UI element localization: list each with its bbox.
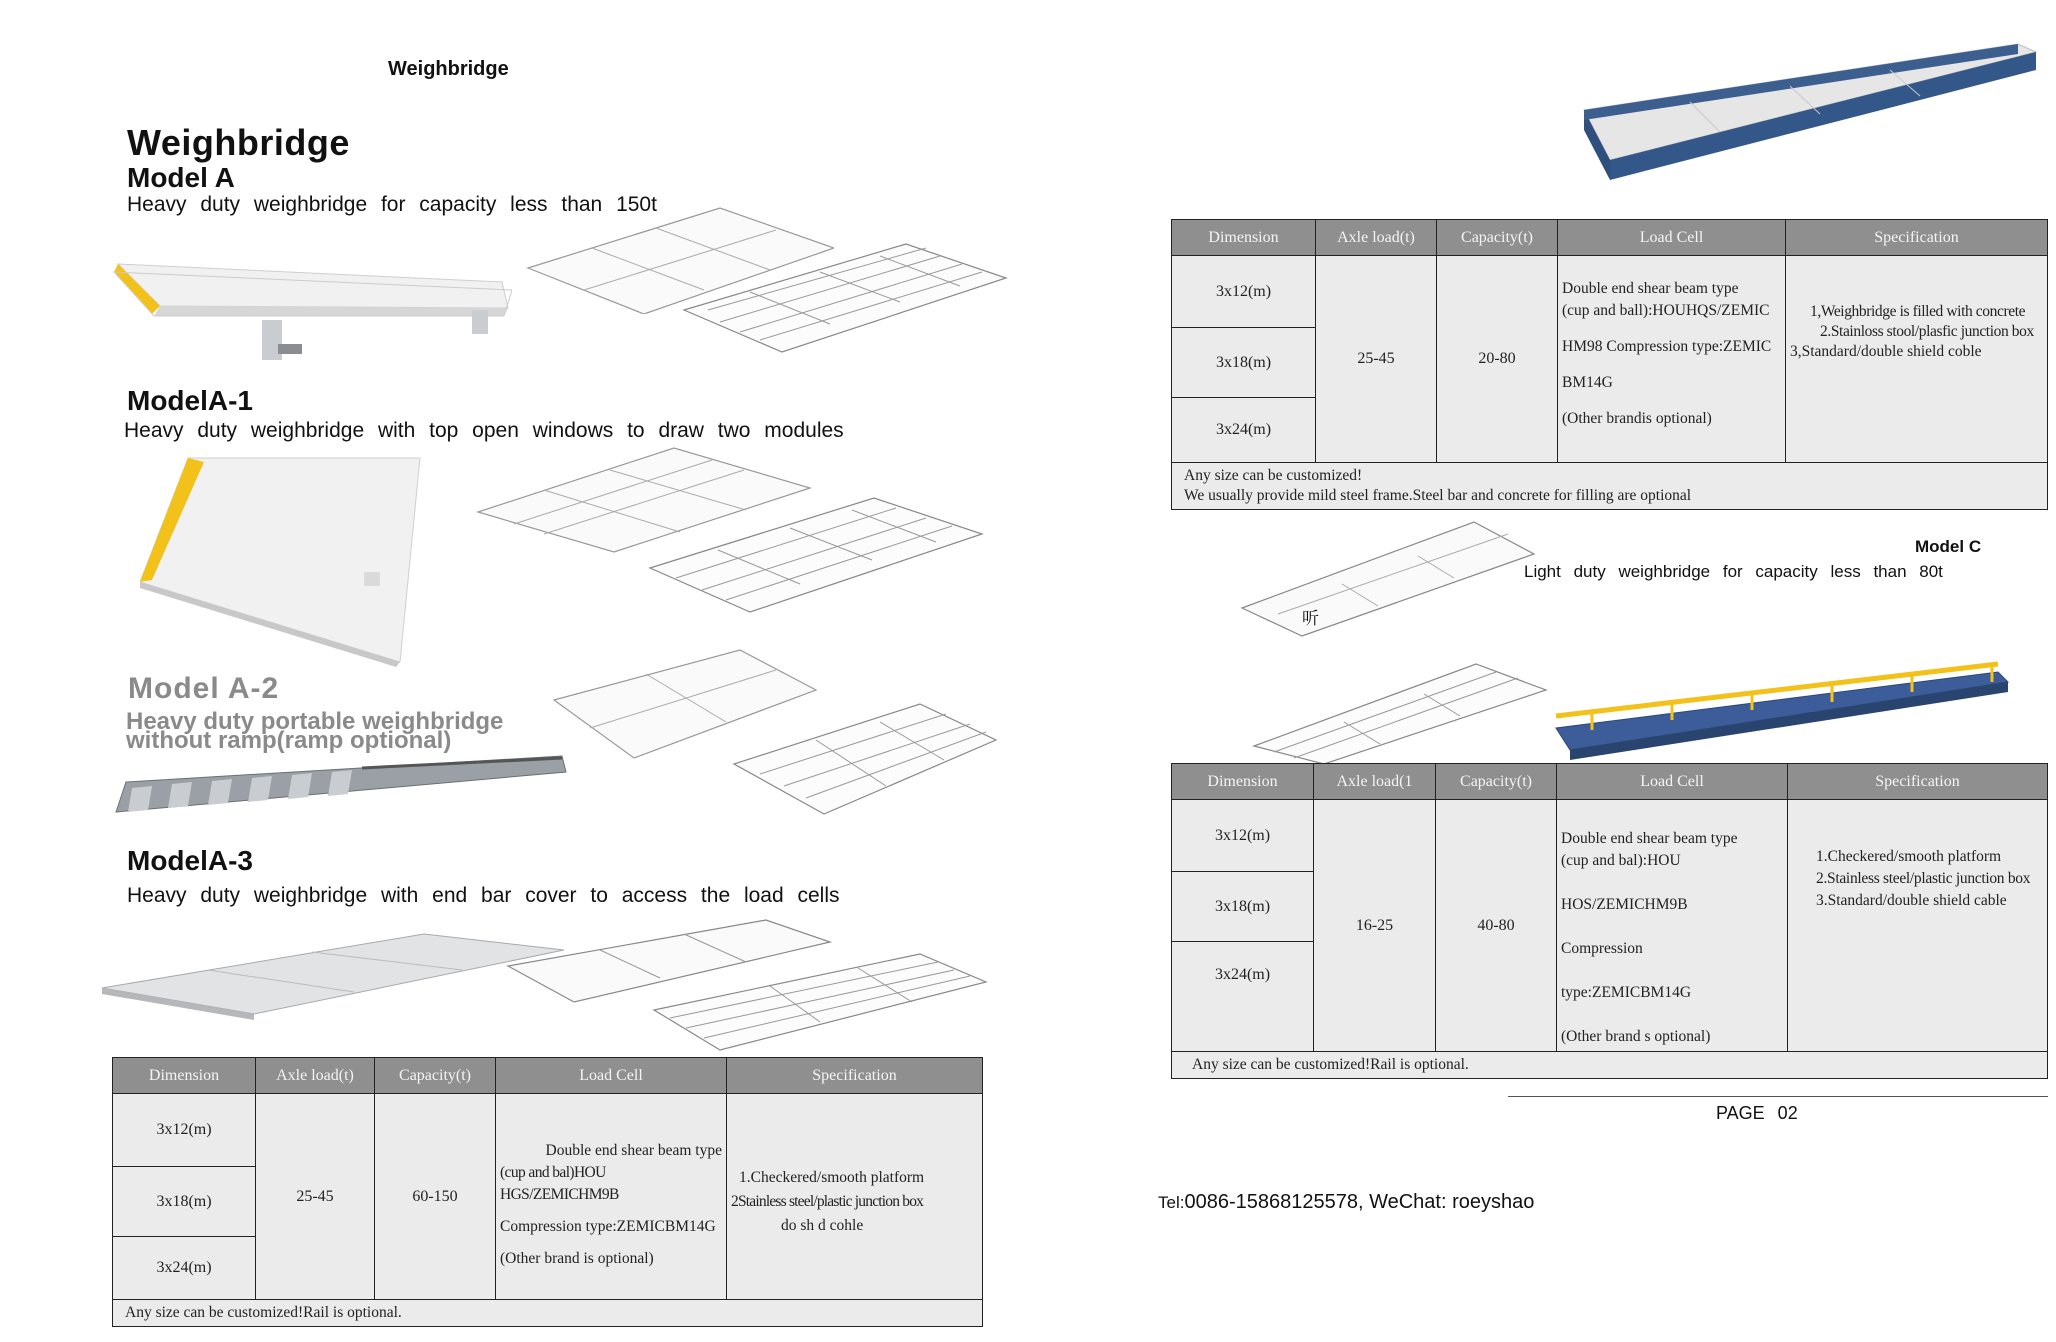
model-c-subtitle: Light duty weighbridge for capacity less than 80t [1524,562,1943,581]
spec-line: 2Stainless steel/plastic junction box [731,1192,924,1210]
load-cell-description [1558,256,1786,463]
model-c-frame-drawing [1250,660,1550,765]
spec-line: 3,Standard/double shield coble [1790,343,1982,360]
load-cell-line: HM98 Compression type:ZEMIC [1562,338,1772,355]
col-header: Load Cell [496,1058,727,1094]
model-b-photo [1570,30,2040,195]
dimension-cell: 3x12(m) [1172,800,1314,872]
dimension-cell: 3x24(m) [1172,942,1314,1052]
model-a1-title: ModelA-1 [127,385,253,416]
spec-line: 1.Checkered/smooth platform [739,1168,925,1186]
load-cell-line: type:ZEMICBM14G [1561,983,1692,1001]
load-cell-line: (Other brand s optional) [1561,1027,1711,1045]
spec-table-a3 [112,1057,983,1327]
footer-line: We usually provide mild steel frame.Steel bar and concrete for filling are optional [1184,487,1692,504]
load-cell-line: (cup and ball):HOUHQS/ZEMIC [1562,302,1770,319]
spec-line: do sh d cohle [781,1216,864,1234]
dimension-cell: 3x12(m) [1172,256,1316,328]
col-header: Axle load(t) [256,1058,375,1094]
table-footer: Any size can be customized!Rail is optional. [113,1300,983,1327]
spec-line: 2.Stainless steel/plastic junction box [1816,870,2031,887]
specification-description [727,1094,983,1300]
load-cell-line: Double end shear beam type [545,1141,722,1159]
load-cell-description [1557,800,1788,1052]
dimension-cell: 3x12(m) [113,1094,256,1167]
capacity-cell: 40-80 [1436,800,1557,1052]
model-a-title: Model A [127,162,235,193]
page-title: Weighbridge [127,122,350,163]
dimension-cell: 3x18(m) [1172,872,1314,942]
model-a2-subtitle-2: without ramp(ramp optional) [126,727,452,754]
page-number: PAGE 02 [1716,1103,1798,1123]
model-a2-subtitle-1: Heavy duty portable weighbridge [126,708,504,735]
load-cell-line: Double end shear beam type [1561,829,1738,847]
col-header: Specification [1786,220,2048,256]
dimension-cell: 3x24(m) [1172,398,1316,463]
footer-line: Any size can be customized! [1184,467,1363,484]
capacity-cell: 20-80 [1437,256,1558,463]
spec-line: 2.Stainloss stool/plasfic junction box [1820,323,2034,340]
col-header: Dimension [1172,220,1316,256]
capacity-cell: 60-150 [375,1094,496,1300]
load-cell-line: (Other brand is optional) [500,1249,654,1267]
load-cell-line: (cup and bal)HOU HGS/ZEMICHM9B [500,1163,619,1203]
col-header: Capacity(t) [1437,220,1558,256]
contact-text: 0086-15868125578, WeChat: roeyshao [1184,1191,1535,1213]
contact-label: Tel: [1158,1193,1185,1212]
dimension-cell: 3x18(m) [113,1167,256,1237]
col-header: Specification [1788,764,2048,800]
col-header: Load Cell [1557,764,1788,800]
table-footer: Any size can be customized!Rail is optional. [1172,1052,2048,1079]
specification-description [1786,256,2048,463]
model-a3-subtitle: Heavy duty weighbridge with end bar cover to access the load cells [127,884,840,907]
model-a-subtitle: Heavy duty weighbridge for capacity less than 150t [127,193,657,216]
axle-load-cell: 25-45 [1316,256,1437,463]
model-c-title: Model C [1915,537,1982,556]
page-divider-rule [1508,1096,2048,1097]
spec-table-b [1171,219,2048,510]
spec-line: 3.Standard/double shield cable [1816,892,2007,909]
model-c-glyph: 听 [1302,609,1319,628]
load-cell-line: (cup and bal):HOU [1561,851,1681,869]
dimension-cell: 3x18(m) [1172,328,1316,398]
load-cell-line: Double end shear beam type [1562,280,1739,297]
spec-line: 1,Weighbridge is filled with concrete [1810,303,2026,320]
spec-table-c [1171,763,2048,1079]
model-a2-frame-drawing [730,700,1000,820]
col-header: Dimension [113,1058,256,1094]
load-cell-line: Compression type:ZEMICBM14G [500,1217,716,1235]
model-a3-title: ModelA-3 [127,845,253,876]
axle-load-cell: 16-25 [1314,800,1436,1052]
contact-line [1158,1191,1534,1214]
dimension-cell: 3x24(m) [113,1237,256,1300]
col-header: Load Cell [1558,220,1786,256]
col-header: Specification [727,1058,983,1094]
load-cell-line: BM14G [1562,374,1613,391]
col-header: Axle load(1 [1314,764,1436,800]
model-a3-photo [98,930,568,1020]
col-header: Capacity(t) [1436,764,1557,800]
col-header: Axle load(t) [1316,220,1437,256]
spec-line: 1.Checkered/smooth platform [1816,848,2002,865]
load-cell-line: Compression [1561,939,1643,957]
model-c-photo [1552,660,2012,760]
page-header: Weighbridge [388,58,509,80]
model-a2-title: Model A-2 [128,672,280,705]
load-cell-line: (Other brandis optional) [1562,410,1712,427]
model-a-photo [112,250,512,370]
col-header: Capacity(t) [375,1058,496,1094]
specification-description [1788,800,2048,1052]
model-a1-photo [140,452,430,667]
col-header: Dimension [1172,764,1314,800]
model-a-frame-drawing [680,240,1010,360]
model-a1-frame-drawing [646,494,986,619]
axle-load-cell: 25-45 [256,1094,375,1300]
model-c-top-drawing [1238,518,1538,638]
model-a3-frame-drawing [650,950,990,1055]
load-cell-description [496,1094,727,1300]
table-footer [1172,463,2048,510]
model-a1-subtitle: Heavy duty weighbridge with top open windows to draw two modules [124,419,844,442]
load-cell-line: HOS/ZEMICHM9B [1561,895,1688,913]
model-a2-photo [112,752,572,818]
